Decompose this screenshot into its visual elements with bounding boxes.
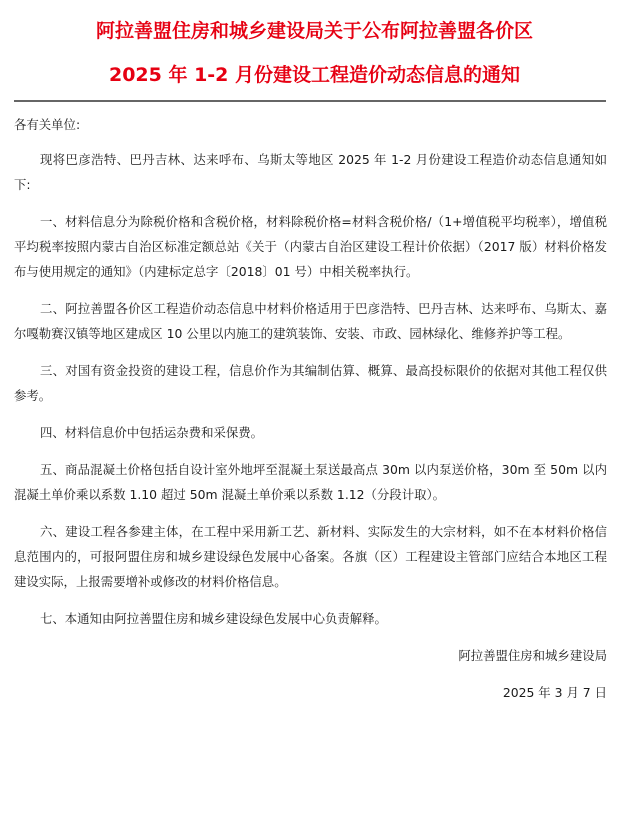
- item-6-paragraph: 六、建设工程各参建主体，在工程中采用新工艺、新材料、实际发生的大宗材料，如不在本材料价格信息范围内的，可报阿盟住房和城乡建设绿色发展中心备案。各旗（区）工程建设主管部门应结合本地区工程建设实际，上报需要增补或修改的材料价格信息。: [14, 524, 607, 589]
- intro-paragraph: 现将巴彦浩特、巴丹吉林、达来呼布、乌斯太等地区 2025 年 1-2 月份建设工程造价动态信息通知如下:: [14, 152, 607, 192]
- item-2-paragraph: 二、阿拉善盟各价区工程造价动态信息中材料价格适用于巴彦浩特、巴丹吉林、达来呼布、乌斯太、嘉尔嘎勒赛汉镇等地区建成区 10 公里以内施工的建筑装饰、安装、市政、园林绿化、维修养护等工程。: [14, 301, 607, 341]
- signing-date: 2025 年 3 月 7 日: [502, 685, 607, 700]
- signing-organization: 阿拉善盟住房和城乡建设局: [458, 648, 607, 663]
- item-3-paragraph: 三、对国有资金投资的建设工程，信息价作为其编制估算、概算、最高投标限价的依据对其他工程仅供参考。: [14, 363, 607, 403]
- notice-body: [14, 112, 607, 717]
- item-7-paragraph: 七、本通知由阿拉善盟住房和城乡建设绿色发展中心负责解释。: [40, 611, 387, 626]
- item-4-paragraph: 四、材料信息价中包括运杂费和采保费。: [40, 425, 264, 440]
- document-title-line-1: 阿拉善盟住房和城乡建设局关于公布阿拉善盟各价区: [95, 20, 533, 42]
- item-1-paragraph: 一、材料信息分为除税价格和含税价格，材料除税价格=材料含税价格/（1+增值税平均税率），增值税平均税率按照内蒙古自治区标准定额总站《关于（内蒙古自治区建设工程计价依据）（2017 版）材料价格发布与使用规定的通知》（内建标定总字〔2018〕01 号）中相关税率执行。: [14, 214, 607, 279]
- item-5-paragraph: 五、商品混凝土价格包括自设计室外地坪至混凝土泵送最高点 30m 以内泵送价格，30m 至 50m 以内混凝土单价乘以系数 1.10 超过 50m 混凝土单价乘以系数 1.12（分段计取）。: [14, 462, 607, 502]
- salutation: 各有关单位:: [14, 117, 81, 132]
- header-divider: [14, 100, 606, 102]
- document-title-line-2: 2025 年 1-2 月份建设工程造价动态信息的通知: [108, 64, 521, 86]
